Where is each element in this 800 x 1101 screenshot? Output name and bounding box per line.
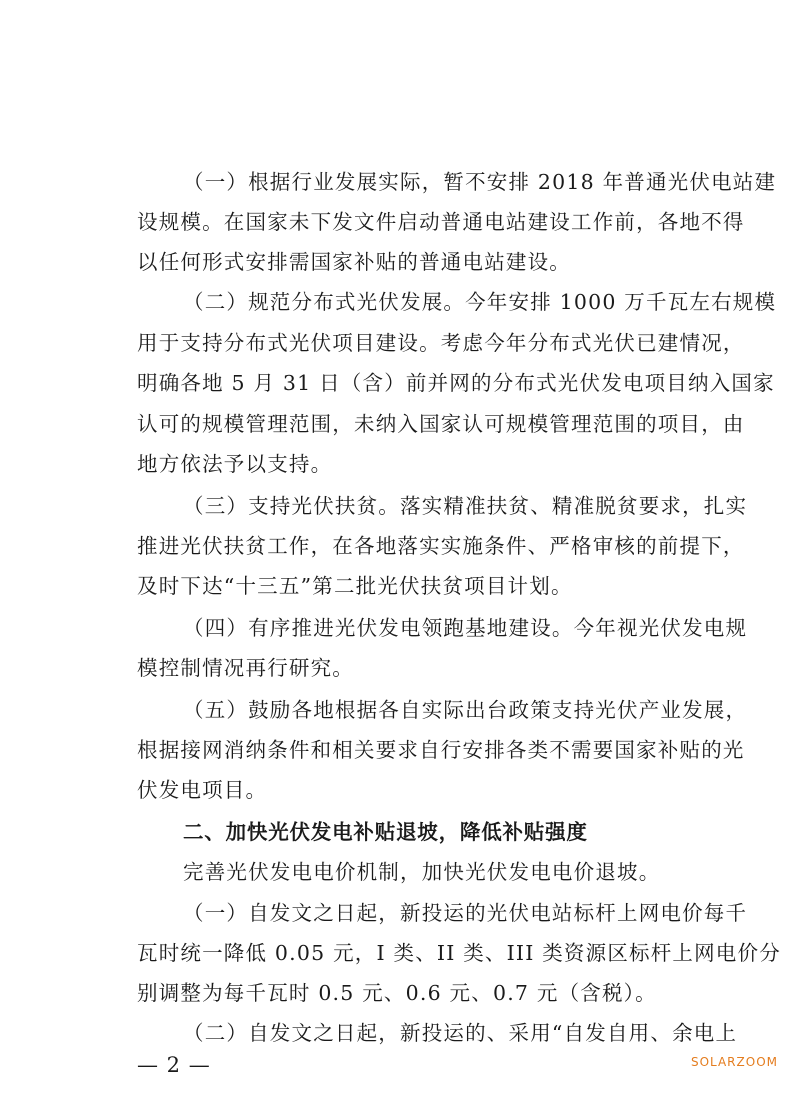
paragraph-2-line-1: （二）规范分布式光伏发展。今年安排 1000 万千瓦左右规模 bbox=[183, 290, 777, 314]
paragraph-3-line-3: 及时下达“十三五”第二批光伏扶贫项目计划。 bbox=[137, 574, 573, 598]
paragraph-3-line-1: （三）支持光伏扶贫。落实精准扶贫、精准脱贫要求，扎实 bbox=[183, 494, 748, 518]
paragraph-5-line-2: 根据接网消纳条件和相关要求自行安排各类不需要国家补贴的光 bbox=[137, 738, 745, 762]
paragraph-2-line-2: 用于支持分布式光伏项目建设。考虑今年分布式光伏已建情况， bbox=[137, 331, 745, 355]
paragraph-6-line-3: 别调整为每千瓦时 0.5 元、0.6 元、0.7 元（含税）。 bbox=[137, 981, 657, 1005]
paragraph-2-line-3: 明确各地 5 月 31 日（含）前并网的分布式光伏发电项目纳入国家 bbox=[137, 371, 775, 395]
paragraph-5-line-3: 伏发电项目。 bbox=[137, 778, 268, 802]
paragraph-1-line-3: 以任何形式安排需国家补贴的普通电站建设。 bbox=[137, 250, 571, 274]
paragraph-1-line-2: 设规模。在国家未下发文件启动普通电站建设工作前，各地不得 bbox=[137, 210, 745, 234]
paragraph-2-line-4: 认可的规模管理范围，未纳入国家认可规模管理范围的项目，由 bbox=[137, 412, 745, 436]
paragraph-6-line-2: 瓦时统一降低 0.05 元，I 类、II 类、III 类资源区标杆上网电价分 bbox=[137, 941, 781, 965]
paragraph-2-line-5: 地方依法予以支持。 bbox=[137, 452, 333, 476]
section-intro: 完善光伏发电电价机制，加快光伏发电电价退坡。 bbox=[183, 860, 661, 884]
page-number: — 2 — bbox=[137, 1053, 211, 1077]
watermark-logo: SOLARZOOM bbox=[690, 1055, 778, 1069]
paragraph-1-line-1: （一）根据行业发展实际，暂不安排 2018 年普通光伏电站建 bbox=[183, 170, 777, 194]
paragraph-7-line-1: （二）自发文之日起，新投运的、采用“自发自用、余电上 bbox=[183, 1021, 738, 1045]
paragraph-6-line-1: （一）自发文之日起，新投运的光伏电站标杆上网电价每千 bbox=[183, 901, 748, 925]
paragraph-3-line-2: 推进光伏扶贫工作，在各地落实实施条件、严格审核的前提下， bbox=[137, 534, 745, 558]
paragraph-4-line-2: 模控制情况再行研究。 bbox=[137, 656, 354, 680]
paragraph-4-line-1: （四）有序推进光伏发电领跑基地建设。今年视光伏发电规 bbox=[183, 616, 748, 640]
paragraph-5-line-1: （五）鼓励各地根据各自实际出台政策支持光伏产业发展， bbox=[183, 698, 748, 722]
section-heading: 二、加快光伏发电补贴退坡，降低补贴强度 bbox=[183, 820, 588, 844]
